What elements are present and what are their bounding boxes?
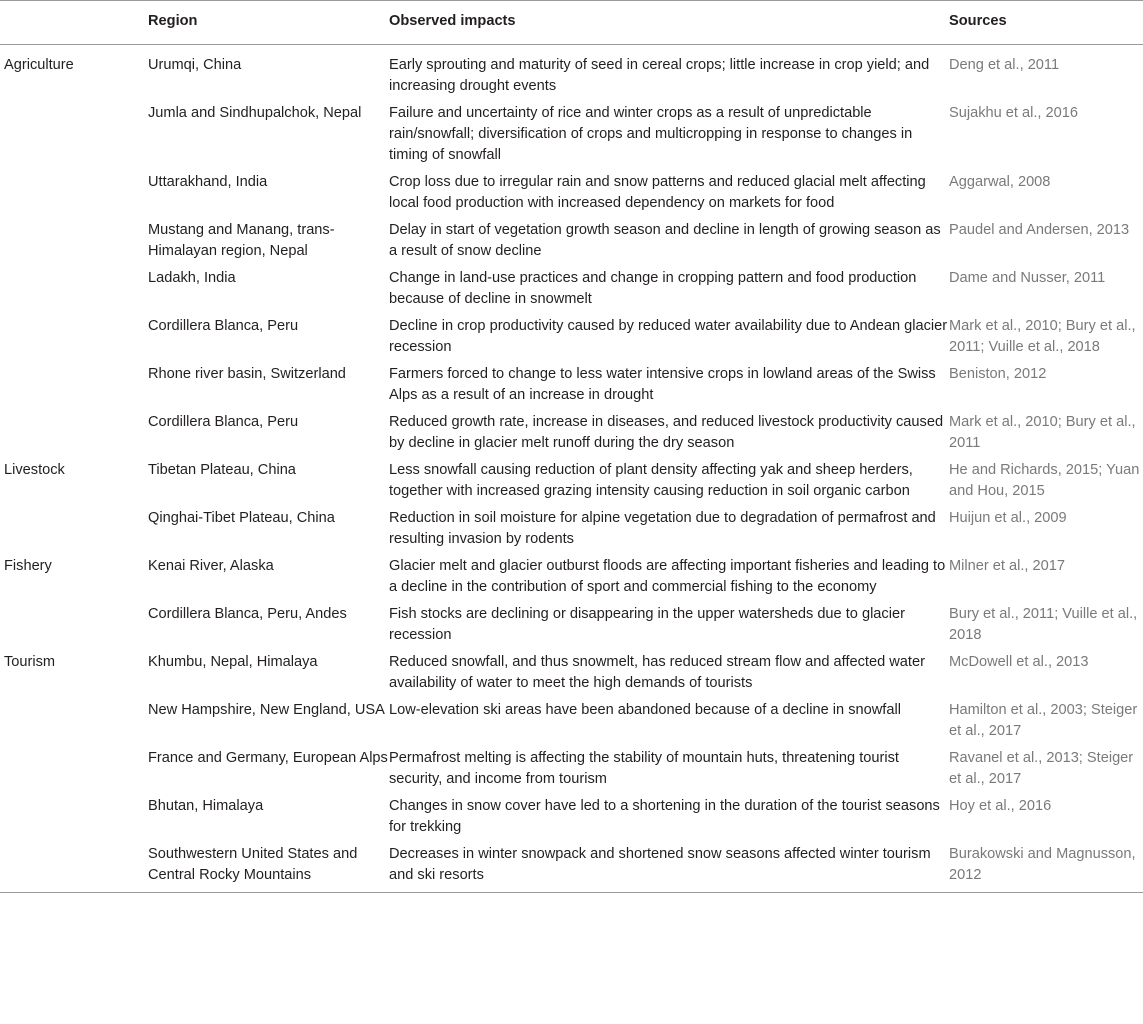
- region-cell: Kenai River, Alaska: [148, 558, 274, 574]
- category-cell: [0, 506, 148, 554]
- sources-cell: Beniston, 2012: [949, 366, 1047, 382]
- header-row: [0, 1, 1143, 45]
- impacts-cell: Decline in crop productivity caused by reduced water availability due to Andean glacier recession: [389, 318, 948, 355]
- category-cell: Livestock: [4, 462, 65, 478]
- region-cell: Mustang and Manang, trans-Himalayan region, Nepal: [148, 222, 335, 259]
- sources-cell: Deng et al., 2011: [949, 57, 1060, 73]
- impacts-cell: Change in land-use practices and change in cropping pattern and food production because of decline in snowmelt: [389, 270, 917, 307]
- sources-cell: Ravanel et al., 2013; Steiger et al., 2017: [949, 750, 1134, 787]
- table-row: [0, 842, 1143, 893]
- category-cell: Fishery: [4, 558, 52, 574]
- sources-cell: Mark et al., 2010; Bury et al., 2011; Vuille et al., 2018: [949, 318, 1136, 355]
- region-cell: Cordillera Blanca, Peru: [148, 318, 299, 334]
- region-cell: Khumbu, Nepal, Himalaya: [148, 654, 318, 670]
- table-row: [0, 794, 1143, 842]
- sources-cell: He and Richards, 2015; Yuan and Hou, 2015: [949, 462, 1140, 499]
- impacts-cell: Reduced snowfall, and thus snowmelt, has reduced stream flow and affected water availability of water to meet the high demands of tourists: [389, 654, 925, 691]
- sources-cell: Burakowski and Magnusson, 2012: [949, 842, 1143, 893]
- table-row: [0, 170, 1143, 218]
- table-row: [0, 101, 1143, 170]
- sources-cell: McDowell et al., 2013: [949, 654, 1089, 670]
- sources-cell: Bury et al., 2011; Vuille et al., 2018: [949, 606, 1138, 643]
- sources-cell: Mark et al., 2010; Bury et al., 2011: [949, 414, 1136, 451]
- category-cell: [0, 101, 148, 170]
- header-impacts: Observed impacts: [389, 1, 949, 45]
- impacts-cell: Decreases in winter snowpack and shortened snow seasons affected winter tourism and ski resorts: [389, 842, 949, 893]
- table-row: [0, 650, 1143, 698]
- sources-cell: Paudel and Andersen, 2013: [949, 222, 1130, 238]
- category-cell: [0, 698, 148, 746]
- impacts-cell: Glacier melt and glacier outburst floods are affecting important fisheries and leading to a decline in the contribution of sport and commercial fishing to the economy: [389, 558, 946, 595]
- region-cell: Uttarakhand, India: [148, 174, 268, 190]
- region-cell: Tibetan Plateau, China: [148, 462, 296, 478]
- table-row: [0, 602, 1143, 650]
- category-cell: [0, 842, 148, 893]
- category-cell: [0, 794, 148, 842]
- region-cell: Rhone river basin, Switzerland: [148, 366, 346, 382]
- header-category: [0, 1, 148, 45]
- header-region: Region: [148, 1, 389, 45]
- table-row: [0, 554, 1143, 602]
- sources-cell: Huijun et al., 2009: [949, 510, 1067, 526]
- sources-cell: Dame and Nusser, 2011: [949, 270, 1106, 286]
- impacts-cell: Changes in snow cover have led to a shortening in the duration of the tourist seasons for trekking: [389, 798, 940, 835]
- impacts-cell: Reduced growth rate, increase in diseases, and reduced livestock productivity caused by decline in glacier melt runoff during the dry season: [389, 414, 944, 451]
- category-cell: [0, 266, 148, 314]
- impacts-cell: Delay in start of vegetation growth season and decline in length of growing season as a result of snow decline: [389, 222, 941, 259]
- impacts-cell: Less snowfall causing reduction of plant density affecting yak and sheep herders, together with increased grazing intensity causing reduction in soil organic carbon: [389, 462, 913, 499]
- category-cell: [0, 314, 148, 362]
- impacts-cell: Failure and uncertainty of rice and winter crops as a result of unpredictable rain/snowfall; diversification of crops and multicropping in response to changes in timing of snowfall: [389, 105, 913, 163]
- region-cell: Urumqi, China: [148, 57, 242, 73]
- region-cell: Ladakh, India: [148, 270, 236, 286]
- region-cell: Southwestern United States and Central Rocky Mountains: [148, 842, 389, 893]
- table-row: [0, 266, 1143, 314]
- impacts-cell: Permafrost melting is affecting the stability of mountain huts, threatening tourist security, and income from tourism: [389, 750, 899, 787]
- sources-cell: Aggarwal, 2008: [949, 174, 1051, 190]
- category-cell: Agriculture: [4, 57, 74, 73]
- region-cell: Bhutan, Himalaya: [148, 798, 264, 814]
- region-cell: Cordillera Blanca, Peru, Andes: [148, 606, 347, 622]
- region-cell: New Hampshire, New England, USA: [148, 702, 385, 718]
- sources-cell: Milner et al., 2017: [949, 558, 1066, 574]
- impacts-cell: Fish stocks are declining or disappearing in the upper watersheds due to glacier recession: [389, 606, 905, 643]
- category-cell: [0, 746, 148, 794]
- region-cell: Cordillera Blanca, Peru: [148, 414, 299, 430]
- region-cell: Qinghai-Tibet Plateau, China: [148, 510, 335, 526]
- impacts-cell: Early sprouting and maturity of seed in cereal crops; little increase in crop yield; and increasing drought events: [389, 57, 930, 94]
- category-cell: [0, 218, 148, 266]
- sources-cell: Hamilton et al., 2003; Steiger et al., 2017: [949, 702, 1138, 739]
- table-row: [0, 746, 1143, 794]
- category-cell: [0, 362, 148, 410]
- table-row: [0, 698, 1143, 746]
- table-row: [0, 45, 1143, 102]
- table-row: [0, 314, 1143, 362]
- impacts-cell: Crop loss due to irregular rain and snow patterns and reduced glacial melt affecting local food production with increased dependency on markets for food: [389, 174, 926, 211]
- sources-cell: Hoy et al., 2016: [949, 798, 1052, 814]
- impacts-cell: Farmers forced to change to less water intensive crops in lowland areas of the Swiss Alps as a result of an increase in drought: [389, 366, 936, 403]
- table-row: [0, 362, 1143, 410]
- category-cell: [0, 410, 148, 458]
- region-cell: France and Germany, European Alps: [148, 750, 388, 766]
- table-row: [0, 410, 1143, 458]
- category-cell: [0, 170, 148, 218]
- impacts-cell: Reduction in soil moisture for alpine vegetation due to degradation of permafrost and resulting invasion by rodents: [389, 510, 936, 547]
- sources-cell: Sujakhu et al., 2016: [949, 105, 1079, 121]
- category-cell: [0, 602, 148, 650]
- header-sources: Sources: [949, 1, 1143, 45]
- region-cell: Jumla and Sindhupalchok, Nepal: [148, 105, 362, 121]
- impacts-cell: Low-elevation ski areas have been abandoned because of a decline in snowfall: [389, 702, 901, 718]
- table-row: [0, 218, 1143, 266]
- table-row: [0, 458, 1143, 506]
- table-row: [0, 506, 1143, 554]
- category-cell: Tourism: [4, 654, 56, 670]
